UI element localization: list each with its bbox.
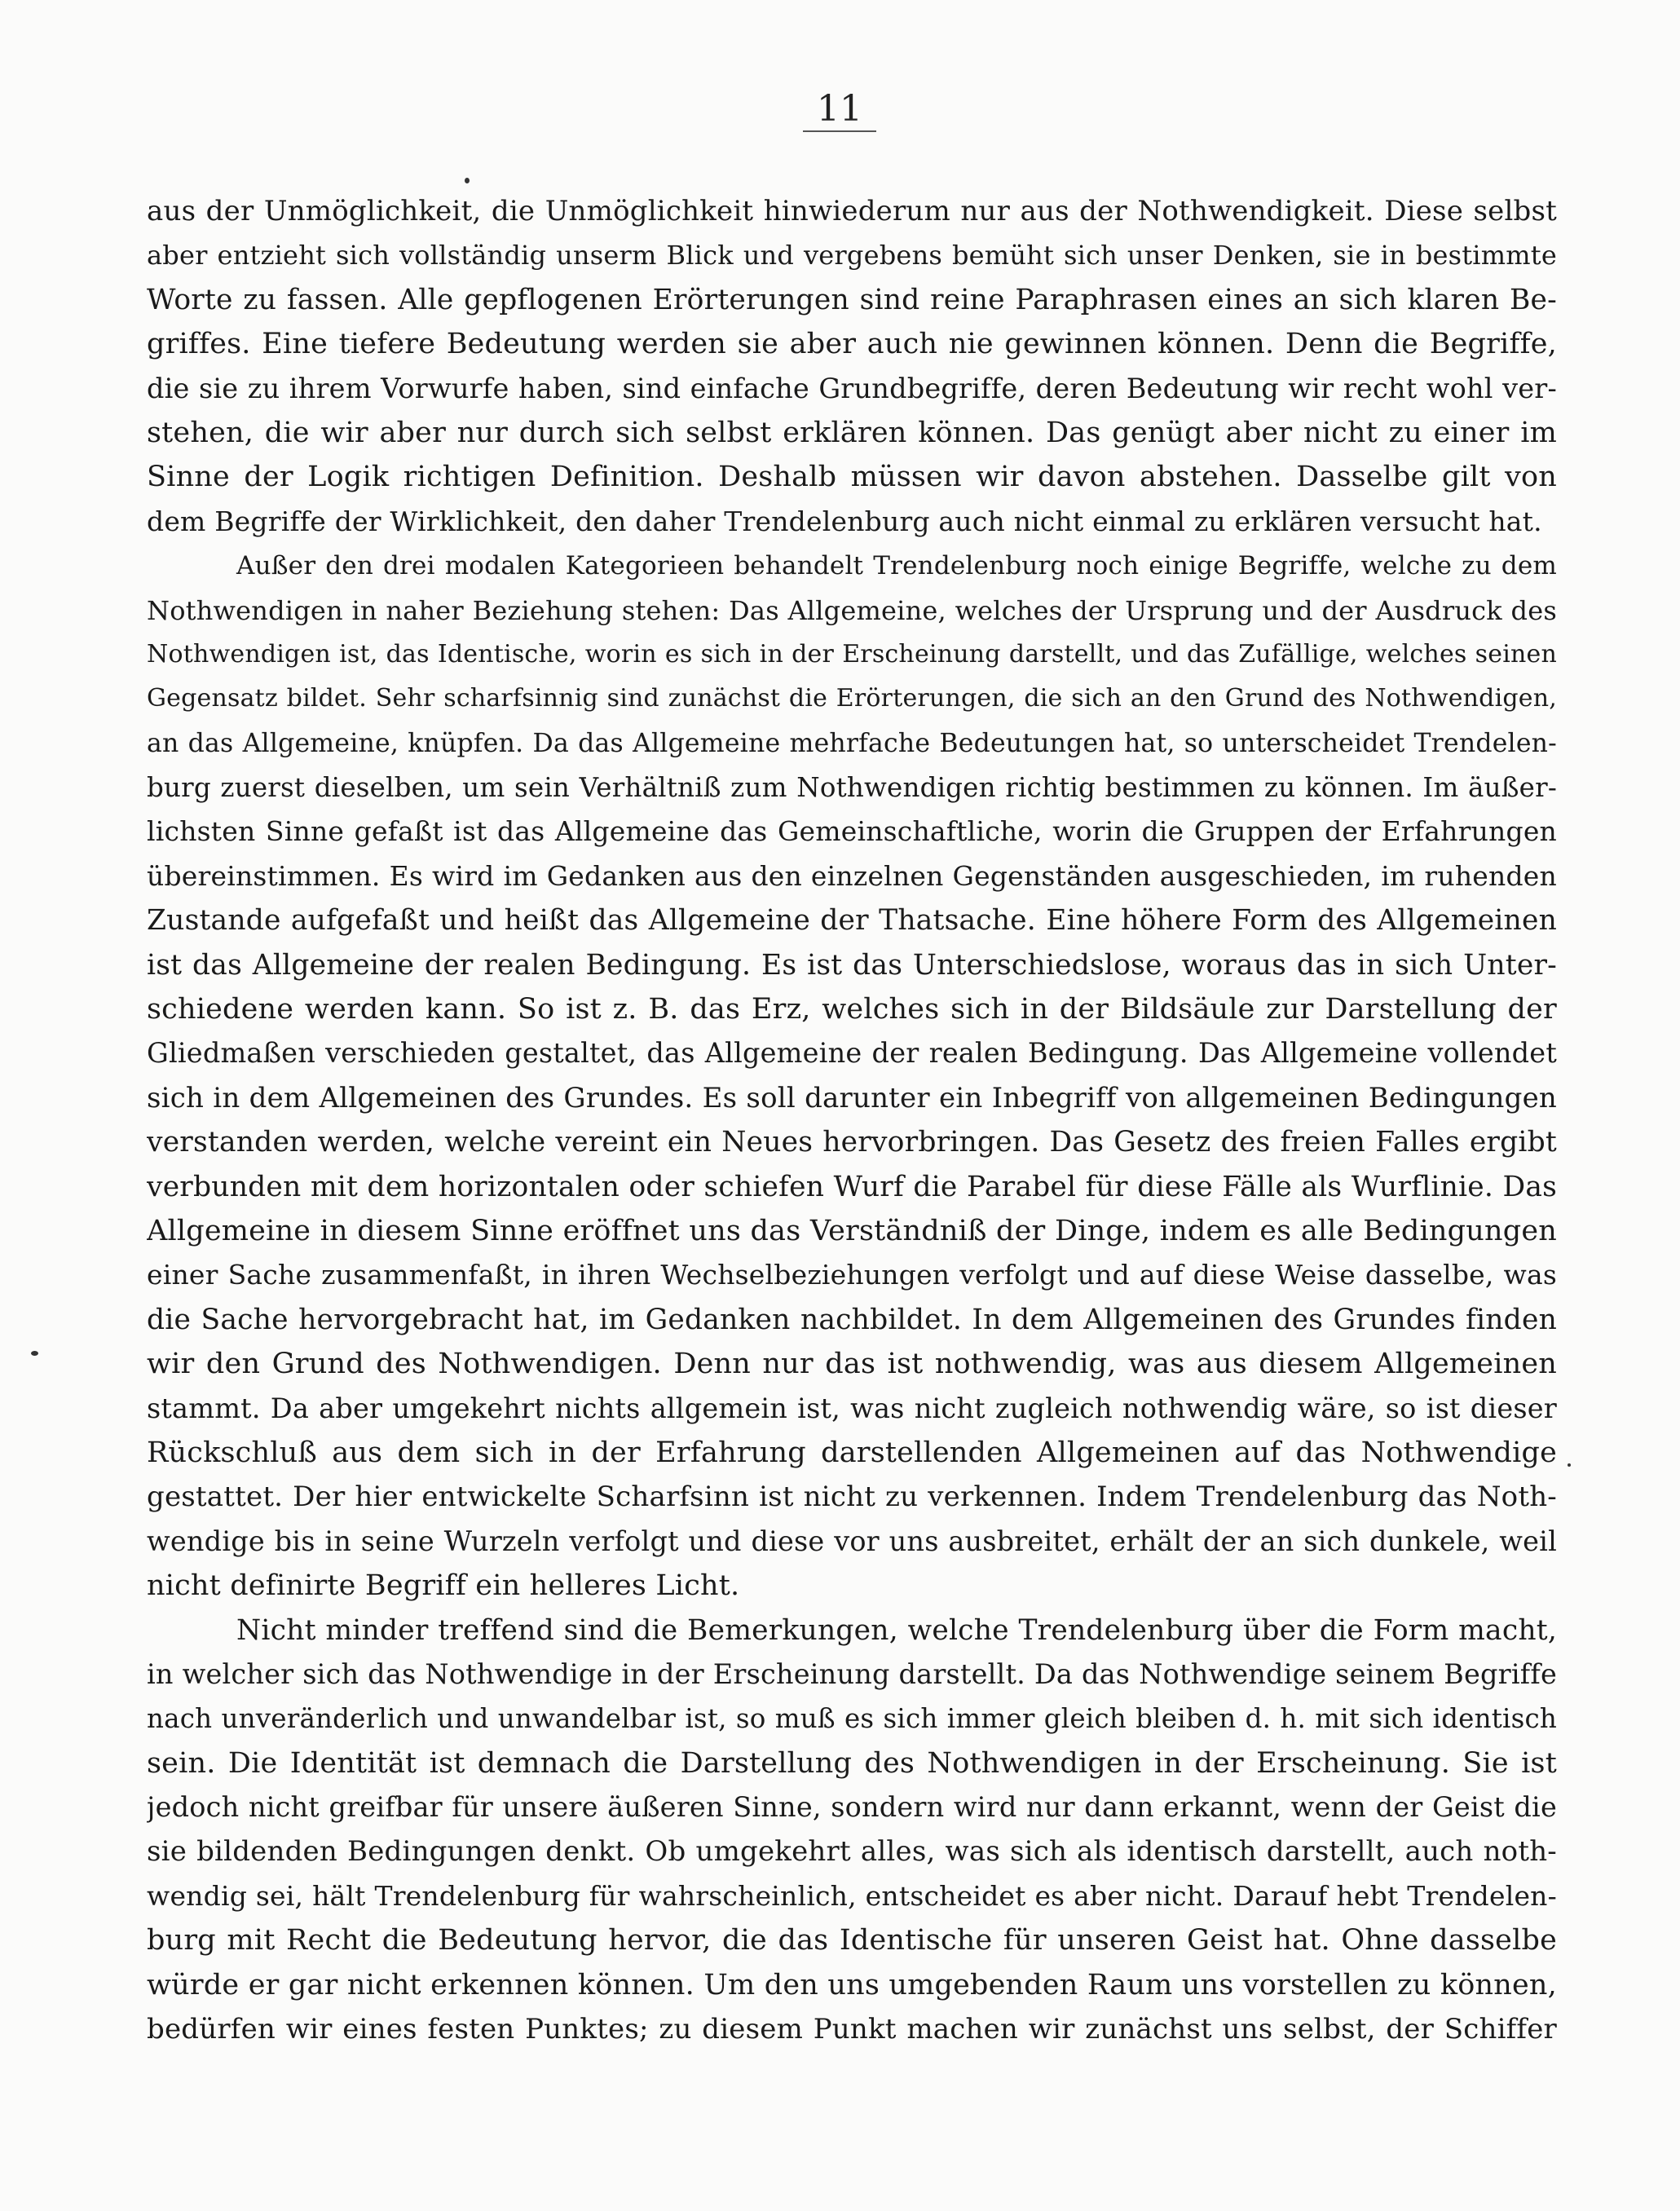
text-line: Gegensatz bildet. Sehr scharfsinnig sind zunächst die Erörterungen, die sich an den Grund des Nothwendigen, [147,684,1557,713]
text-line: Worte zu fassen. Alle gepflogenen Erörterungen sind reine Paraphrasen eines an sich klaren Be- [147,283,1557,316]
text-line: die sie zu ihrem Vorwurfe haben, sind einfache Grundbegriffe, deren Bedeutung wir recht wohl ver- [147,372,1557,404]
text-line: Nothwendigen in naher Beziehung stehen: Das Allgemeine, welches der Ursprung und der Ausdruck des [147,594,1557,626]
text-line: burg mit Recht die Bedeutung hervor, die das Identische für unseren Geist hat. Ohne dasselbe [147,1924,1557,1957]
text-line: sich in dem Allgemeinen des Grundes. Es soll darunter ein Inbegriff von allgemeinen Bedingungen [147,1081,1557,1114]
text-line: sie bildenden Bedingungen denkt. Ob umgekehrt alles, was sich als identisch darstellt, auch noth- [147,1835,1557,1869]
page-number-underline [803,130,876,132]
text-line: stammt. Da aber umgekehrt nichts allgemein ist, was nicht zugleich nothwendig wäre, so ist dieser [147,1392,1557,1424]
text-line: dem Begriffe der Wirklichkeit, den daher Trendelenburg auch nicht einmal zu erklären versucht hat. [147,505,1542,537]
paragraph-start-line: Nicht minder treffend sind die Bemerkungen, welche Trendelenburg über die Form macht, [236,1613,1557,1647]
ink-speck [1568,1463,1571,1467]
text-line: bedürfen wir eines festen Punktes; zu diesem Punkt machen wir zunächst uns selbst, der Schiffer [147,2013,1557,2046]
text-line: nach unveränderlich und unwandelbar ist, so muß es sich immer gleich bleiben d. h. mit sich identisch [147,1703,1557,1735]
text-line: nicht definirte Begriff ein helleres Licht. [147,1569,740,1603]
text-line: schiedene werden kann. So ist z. B. das Erz, welches sich in der Bildsäule zur Darstellung der [147,993,1557,1026]
text-line: würde er gar nicht erkennen können. Um den uns umgebenden Raum uns vorstellen zu können, [147,1968,1557,2001]
text-line: gestattet. Der hier entwickelte Scharfsinn ist nicht zu verkennen. Indem Trendelenburg das Noth- [147,1481,1557,1514]
text-line: lichsten Sinne gefaßt ist das Allgemeine das Gemeinschaftliche, worin die Gruppen der Erfahrungen [147,815,1557,848]
text-line: einer Sache zusammenfaßt, in ihren Wechselbeziehungen verfolgt und auf diese Weise dasselbe, was [147,1259,1557,1291]
text-line: die Sache hervorgebracht hat, im Gedanken nachbildet. In dem Allgemeinen des Grundes finden [147,1303,1557,1336]
text-line: Allgemeine in diesem Sinne eröffnet uns das Verständniß der Dinge, indem es alle Bedingungen [147,1214,1557,1247]
text-line: wendige bis in seine Wurzeln verfolgt und diese vor uns ausbreitet, erhält der an sich dunkele, weil [147,1525,1557,1557]
text-line: in welcher sich das Nothwendige in der Erscheinung darstellt. Da das Nothwendige seinem Begriffe [147,1657,1557,1690]
text-line: Zustande aufgefaßt und heißt das Allgemeine der Thatsache. Eine höhere Form des Allgemeinen [147,904,1557,938]
text-line: griffes. Eine tiefere Bedeutung werden sie aber auch nie gewinnen können. Denn die Begriffe, [147,328,1557,361]
text-line: aber entzieht sich vollständig unserm Blick und vergebens bemüht sich unser Denken, sie in bestimmte [147,240,1557,271]
body-text [147,189,1557,2051]
text-line: stehen, die wir aber nur durch sich selbst erklären können. Das genügt aber nicht zu einer im [147,416,1557,449]
page-number: 11 [817,88,862,130]
text-line: wendig sei, hält Trendelenburg für wahrscheinlich, entscheidet es aber nicht. Darauf hebt Trendelen- [147,1879,1557,1912]
text-line: verstanden werden, welche vereint ein Neues hervorbringen. Das Gesetz des freien Falles ergibt [147,1126,1557,1159]
text-line: wir den Grund des Nothwendigen. Denn nur das ist nothwendig, was aus diesem Allgemeinen [147,1348,1557,1381]
text-line: übereinstimmen. Es wird im Gedanken aus den einzelnen Gegenständen ausgeschieden, im ruhenden [147,859,1557,892]
ink-speck [465,178,470,183]
text-line: jedoch nicht greifbar für unsere äußeren Sinne, sondern wird nur dann erkannt, wenn der Geist die [147,1791,1557,1824]
text-line: Nothwendigen ist, das Identische, worin es sich in der Erscheinung darstellt, und das Zufällige, welches seinen [147,639,1557,669]
text-line: Sinne der Logik richtigen Definition. Deshalb müssen wir davon abstehen. Dasselbe gilt von [147,461,1557,494]
text-line: verbunden mit dem horizontalen oder schiefen Wurf die Parabel für diese Fälle als Wurflinie. Das [147,1170,1557,1203]
text-line: sein. Die Identität ist demnach die Darstellung des Nothwendigen in der Erscheinung. Sie ist [147,1746,1557,1780]
text-line: an das Allgemeine, knüpfen. Da das Allgemeine mehrfache Bedeutungen hat, so unterscheidet Trendelen- [147,728,1557,758]
paragraph-start-line: Außer den drei modalen Kategorieen behandelt Trendelenburg noch einige Begriffe, welche zu dem [236,551,1557,581]
text-line: Gliedmaßen verschieden gestaltet, das Allgemeine der realen Bedingung. Das Allgemeine vollendet [147,1037,1557,1070]
text-line: ist das Allgemeine der realen Bedingung. Es ist das Unterschiedslose, woraus das in sich Unter- [147,948,1557,982]
text-line: burg zuerst dieselben, um sein Verhältniß zum Nothwendigen richtig bestimmen zu können. Im äußer- [147,772,1557,804]
ink-speck [31,1351,38,1356]
text-line: Rückschluß aus dem sich in der Erfahrung darstellenden Allgemeinen auf das Nothwendige [147,1436,1557,1469]
text-line: aus der Unmöglichkeit, die Unmöglichkeit hinwiederum nur aus der Nothwendigkeit. Diese selbst [147,195,1557,227]
